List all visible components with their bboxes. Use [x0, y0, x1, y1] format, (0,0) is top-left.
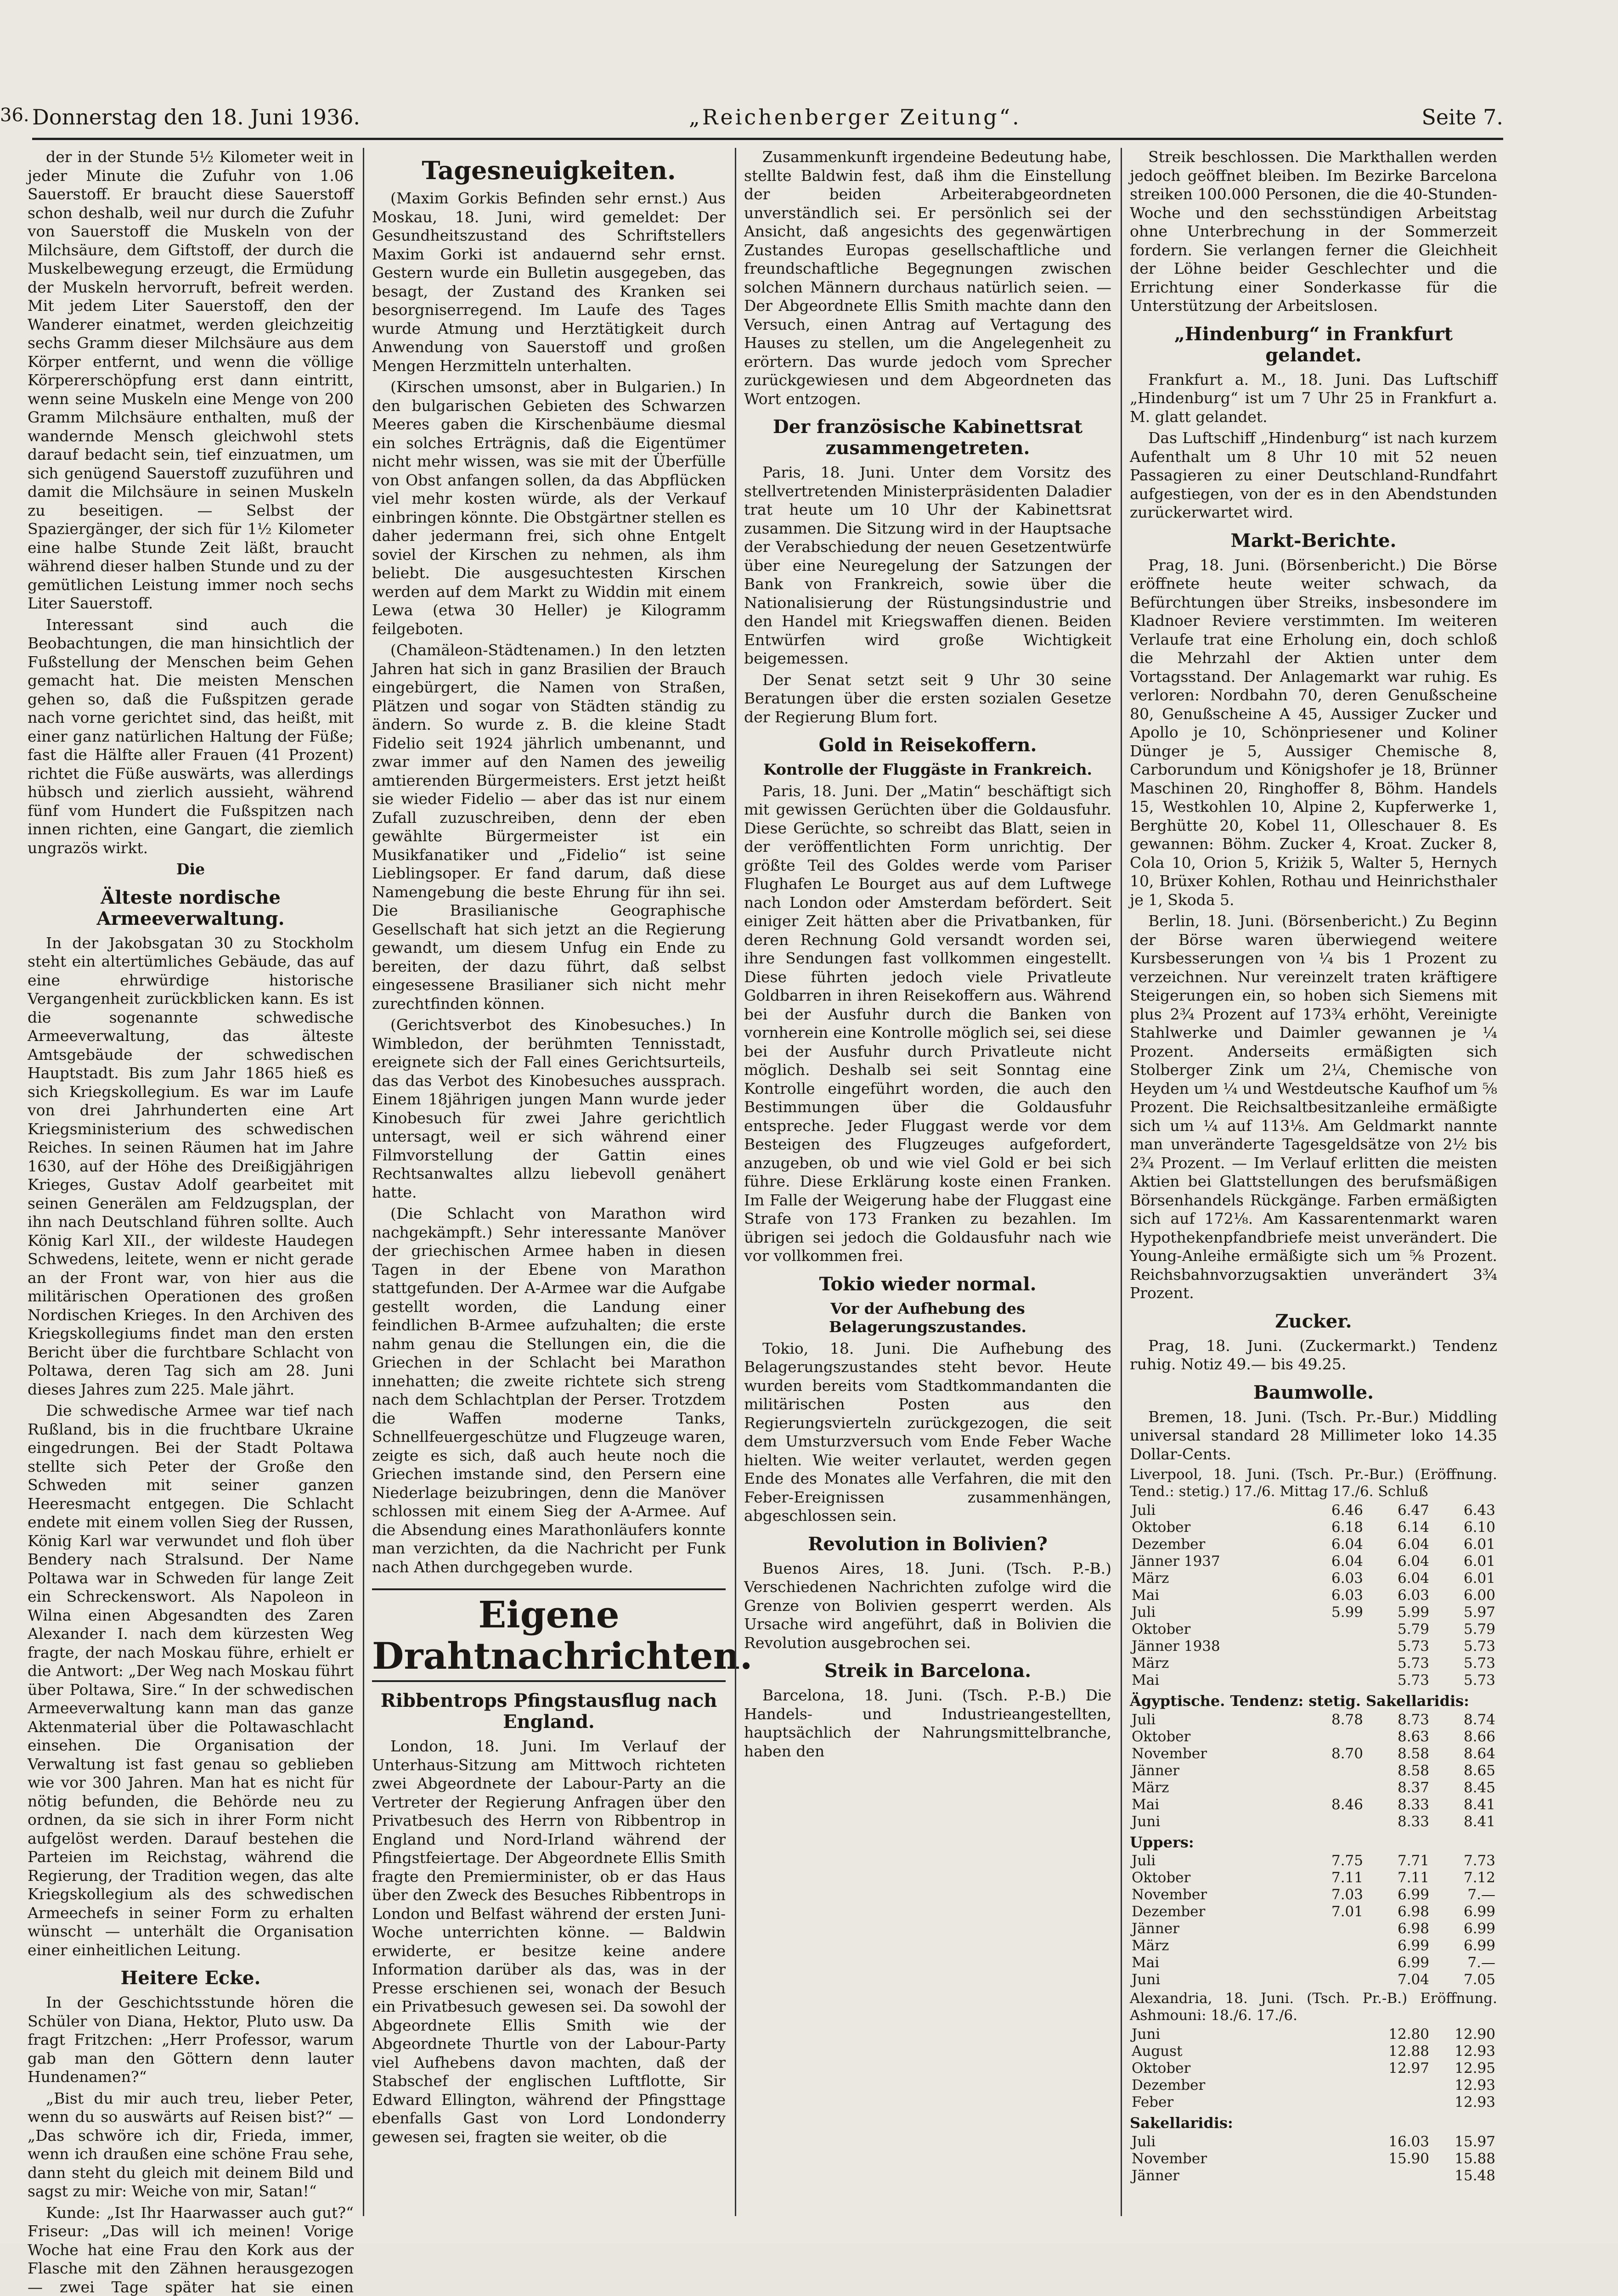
price-cell	[1365, 2077, 1431, 2094]
article-text: (Chamäleon-Städtenamen.) In den letzten Jahren hat sich in ganz Brasilien der Brauch eingebürgert, die Namen von Straßen, Plätzen und sogar von Städten ständig zu ändern. So wurde z. B. die kleine Stadt Fidelio seit 1924 jährlich umbenannt, und zwar immer auf den Namen des jeweilig amtierenden Bürgermeisters. Erst jetzt heißt sie wieder Fidelio — aber das ist nur einem Zufall zuzuschreiben, denn der eben gewählte Bürgermeister ist ein Musikfanatiker und „Fidelio“ ist seine Lieblingsoper. Er fand darum, daß diese Namengebung die beste Ehrung für ihn sei. Die Brasilianische Geographische Gesellschaft hat sich jetzt an die Regierung gewandt, um diesem Unfug ein Ende zu bereiten, der dazu führt, daß selbst eingesessene Brasilianer sich nicht mehr zurechtfinden können.	[372, 641, 726, 1013]
price-cell: 7.11	[1299, 1869, 1365, 1886]
price-cell: 6.99	[1365, 1954, 1431, 1971]
price-cell	[1299, 1638, 1365, 1655]
price-cell: 5.79	[1431, 1621, 1497, 1638]
headline-zucker: Zucker.	[1130, 1311, 1497, 1332]
price-cell: 5.73	[1365, 1655, 1431, 1672]
table-row	[1130, 2150, 1497, 2167]
previous-page-edge: 36.	[0, 105, 14, 126]
headline-drahtnachrichten: Eigene Drahtnachrichten.	[372, 1588, 726, 1682]
month-cell: Jänner	[1130, 1920, 1299, 1937]
price-cell: 6.01	[1431, 1553, 1497, 1570]
price-cell: 5.97	[1431, 1604, 1497, 1621]
price-cell: 6.00	[1431, 1587, 1497, 1604]
header-page-number: Seite 7.	[1421, 105, 1503, 129]
table-row	[1130, 1672, 1497, 1689]
price-cell: 12.93	[1431, 2094, 1497, 2111]
subheadline: Vor der Aufhebung des Belagerungszustandes.	[744, 1300, 1111, 1337]
month-cell: März	[1130, 1779, 1299, 1796]
table-row	[1130, 1728, 1497, 1745]
headline-hindenburg: „Hindenburg“ in Frankfurt gelandet.	[1130, 324, 1497, 366]
month-cell: Oktober	[1130, 1728, 1299, 1745]
price-cell: 6.99	[1431, 1937, 1497, 1954]
price-cell: 7.05	[1431, 1971, 1497, 1988]
article-text: Bremen, 18. Juni. (Tsch. Pr.-Bur.) Middling universal standard 28 Millimeter loko 14.35 Dollar-Cents.	[1130, 1408, 1497, 1464]
month-cell: Juli	[1130, 2133, 1365, 2150]
price-cell: 7.11	[1365, 1869, 1431, 1886]
column-2	[372, 148, 726, 2216]
headline-heitere-ecke: Heitere Ecke.	[28, 1968, 354, 1989]
table-row	[1130, 1762, 1497, 1779]
price-cell: 6.04	[1365, 1570, 1431, 1587]
price-cell	[1299, 1920, 1365, 1937]
month-cell: Oktober	[1130, 1519, 1299, 1536]
table-row	[1130, 1937, 1497, 1954]
month-cell: Mai	[1130, 1954, 1299, 1971]
price-cell: 8.65	[1431, 1762, 1497, 1779]
price-cell	[1299, 1621, 1365, 1638]
article-text: In der Geschichtsstunde hören die Schüler von Diana, Hektor, Pluto usw. Da fragt Fritzchen: „Herr Professor, warum gab man den Göttern denn lauter Hundenamen?“	[28, 1993, 354, 2087]
table-row	[1130, 1502, 1497, 1519]
price-cell: 8.74	[1431, 1711, 1497, 1728]
price-cell: 8.33	[1365, 1813, 1431, 1830]
month-cell: Juni	[1130, 2026, 1365, 2043]
month-cell: März	[1130, 1937, 1299, 1954]
table-row	[1130, 1745, 1497, 1762]
price-cell: 8.66	[1431, 1728, 1497, 1745]
table-row	[1130, 1796, 1497, 1813]
price-cell: 8.41	[1431, 1796, 1497, 1813]
price-cell: 12.80	[1365, 2026, 1431, 2043]
table-row	[1130, 2077, 1497, 2094]
month-cell: August	[1130, 2043, 1365, 2060]
month-cell: Jänner	[1130, 2167, 1365, 2184]
column-divider	[735, 148, 736, 2216]
month-cell: Juli	[1130, 1711, 1299, 1728]
column-divider	[1121, 148, 1122, 2216]
price-cell: 6.99	[1431, 1903, 1497, 1920]
headline-ribbentrop: Ribbentrops Pfingstausflug nach England.	[372, 1690, 726, 1733]
article-text: Zusammenkunft irgendeine Bedeutung habe, stellte Baldwin fest, daß ihm die Einstellung der beiden Arbeiterabgeordneten unverständlich sei. Er persönlich sei der Ansicht, daß angesichts des gegenwärtigen Zustandes Europas gesellschaftliche und freundschaftliche Begegnungen zwischen solchen Männern durchaus natürlich seien. — Der Abgeordnete Ellis Smith machte dann den Versuch, einen Antrag auf Vertagung des Hauses zu stellen, um die Angelegenheit zu erörtern. Das wurde jedoch vom Sprecher zurückgewiesen und dem Abgeordneten das Wort entzogen.	[744, 148, 1111, 408]
month-cell: Mai	[1130, 1672, 1299, 1689]
price-cell: 6.99	[1365, 1937, 1431, 1954]
price-cell: 5.73	[1365, 1638, 1431, 1655]
price-cell: 7.—	[1431, 1954, 1497, 1971]
table-row	[1130, 1903, 1497, 1920]
price-cell: 8.58	[1365, 1762, 1431, 1779]
price-cell: 6.04	[1299, 1553, 1365, 1570]
price-cell: 6.10	[1431, 1519, 1497, 1536]
column-3	[744, 148, 1111, 2216]
price-cell: 8.63	[1365, 1728, 1431, 1745]
egyptian-header: Ägyptische. Tendenz: stetig. Sakellaridis:	[1130, 1692, 1497, 1711]
price-cell: 7.71	[1365, 1852, 1431, 1869]
price-cell	[1299, 1779, 1365, 1796]
month-cell: Feber	[1130, 2094, 1365, 2111]
column-divider	[363, 148, 364, 2216]
price-cell: 7.75	[1299, 1852, 1365, 1869]
price-cell: 7.—	[1431, 1886, 1497, 1903]
table-row	[1130, 1886, 1497, 1903]
article-text: Paris, 18. Juni. Der „Matin“ beschäftigt sich mit gewissen Gerüchten über die Goldausfuhr. Diese Gerüchte, so schreibt das Blatt, seien in der veröffentlichten Form unrichtig. Der größte Teil des Goldes werde vom Pariser Flughafen Le Bourget aus auf dem Luftwege nach London oder Amsterdam befördert. Seit einiger Zeit hätten aber die Privatbanken, für deren Rechnung Gold versandt worden sei, ihre Sendungen fast vollkommen eingestellt. Diese führten jedoch viele Privatleute Goldbarren in ihren Reisekoffern aus. Während bei der Ausfuhr durch die Banken von vornherein eine Kontrolle möglich sei, sei diese bei der Ausfuhr durch Privatleute nicht möglich. Deshalb sei seit Sonntag eine Kontrolle eingeführt worden, die auch den Bestimmungen über die Goldausfuhr entspreche. Jeder Fluggast werde vor dem Besteigen des Flugzeuges aufgefordert, anzugeben, ob und wie viel Gold er bei sich führe. Diese Erklärung koste einen Franken. Im Falle der Weigerung habe der Fluggast eine Strafe von 173 Franken zu bezahlen. Im übrigen sei jedoch die Goldausfuhr nach wie vor vollkommen frei.	[744, 782, 1111, 1266]
price-cell: 8.73	[1365, 1711, 1431, 1728]
price-cell: 5.73	[1431, 1655, 1497, 1672]
price-cell: 5.79	[1365, 1621, 1431, 1638]
table-row	[1130, 1813, 1497, 1830]
article-text: Barcelona, 18. Juni. (Tsch. P.-B.) Die Handels- und Industrieangestellten, hauptsächlich der Nahrungsmittelbranche, haben den	[744, 1686, 1111, 1761]
headline-markt-berichte: Markt-Berichte.	[1130, 530, 1497, 551]
price-cell: 7.73	[1431, 1852, 1497, 1869]
month-cell: Dezember	[1130, 1536, 1299, 1553]
price-cell: 5.99	[1365, 1604, 1431, 1621]
article-text: Kunde: „Ist Ihr Haarwasser auch gut?“ Friseur: „Das will ich meinen! Vorige Woche hat eine Frau den Kork aus der Flasche mit den Zähnen herausgezogen — zwei Tage später hat sie einen	[28, 2204, 354, 2296]
header-date: Donnerstag den 18. Juni 1936.	[32, 105, 360, 129]
table-row	[1130, 1779, 1497, 1796]
price-cell: 6.01	[1431, 1570, 1497, 1587]
table-row	[1130, 1655, 1497, 1672]
headline-kabinettsrat: Der französische Kabinettsrat zusammengetreten.	[744, 416, 1111, 459]
month-cell: Juli	[1130, 1502, 1299, 1519]
price-cell: 5.73	[1365, 1672, 1431, 1689]
article-text: (Kirschen umsonst, aber in Bulgarien.) In den bulgarischen Gebieten des Schwarzen Meeres gaben die Kirschenbäume diesmal ein solches Erträgnis, daß die Eigentümer nicht mehr wissen, was sie mit der Überfülle von Obst anfangen sollen, da das Abpflücken viel mehr kosten würde, als der Verkauf einbringen könnte. Die Obstgärtner stellen es daher jedermann frei, sich ohne Entgelt soviel der Kirschen zu nehmen, als ihm beliebt. Die ausgesuchtesten Kirschen werden auf dem Markt zu Widdin mit einem Lewa (etwa 30 Heller) je Kilogramm feilgeboten.	[372, 378, 726, 638]
price-cell: 15.90	[1365, 2150, 1431, 2167]
price-cell: 6.14	[1365, 1519, 1431, 1536]
article-text: Buenos Aires, 18. Juni. (Tsch. P.-B.) Verschiedenen Nachrichten zufolge wird die Grenze von Bolivien gesperrt werden. Als Ursache wird angeführt, daß in Bolivien die Revolution ausgebrochen sei.	[744, 1559, 1111, 1653]
month-cell: November	[1130, 1886, 1299, 1903]
price-cell: 6.43	[1431, 1502, 1497, 1519]
table-row	[1130, 2026, 1497, 2043]
article-text: Tokio, 18. Juni. Die Aufhebung des Belagerungszustandes steht bevor. Heute wurden bereits vom Stadtkommandanten die militärischen Posten aus den Regierungsvierteln zurückgezogen, die seit dem Umsturzversuch vom Ende Feber Wache hielten. Wie weiter verlautet, werden gegen Ende des Monates alle Verfahren, die mit den Feber-Ereignissen zusammenhängen, abgeschlossen sein.	[744, 1339, 1111, 1525]
month-cell: Juli	[1130, 1604, 1299, 1621]
article-text: Streik beschlossen. Die Markthallen werden jedoch geöffnet bleiben. Im Bezirke Barcelona streiken 100.000 Personen, die die 40-Stunden-Woche und den sechsstündigen Arbeitstag ohne Unterbrechung in der Sommerzeit fordern. Sie verlangen ferner die Gleichheit der Löhne beider Geschlechter und die Errichtung einer Sonderkasse für die Unterstützung der Arbeitslosen.	[1130, 148, 1497, 315]
price-cell: 6.98	[1365, 1920, 1431, 1937]
price-cell: 12.93	[1431, 2043, 1497, 2060]
price-cell: 8.78	[1299, 1711, 1365, 1728]
price-cell: 6.03	[1299, 1587, 1365, 1604]
price-cell: 6.98	[1365, 1903, 1431, 1920]
article-text: (Maxim Gorkis Befinden sehr ernst.) Aus Moskau, 18. Juni, wird gemeldet: Der Gesundheitszustand des Schriftstellers Maxim Gorki ist andauernd sehr ernst. Gestern wurde ein Bulletin ausgegeben, das besagt, der Zustand des Kranken sei besorgniserregend. Im Laufe des Tages wurde Atmung und Herztätigkeit durch Anwendung von Sauerstoff und großen Mengen Herzmitteln unterhalten.	[372, 189, 726, 375]
article-text: Interessant sind auch die Beobachtungen, die man hinsichtlich der Fußstellung der Menschen beim Gehen gemacht hat. Die meisten Menschen gehen so, daß die Fußspitzen gerade nach vorne gerichtet sind, das heißt, mit einer ganz natürlichen Haltung der Füße; fast die Hälfte aller Frauen (41 Prozent) richtet die Füße auswärts, was allerdings hübsch und zierlich aussieht, während fünf vom Hundert die Fußspitzen nach innen richten, eine Gangart, die ziemlich ungrazös wirkt.	[28, 616, 354, 858]
price-cell: 8.33	[1365, 1796, 1431, 1813]
article-text: Frankfurt a. M., 18. Juni. Das Luftschiff „Hindenburg“ ist um 7 Uhr 25 in Frankfurt a. M. glatt gelandet.	[1130, 371, 1497, 427]
table-row	[1130, 2094, 1497, 2111]
price-cell	[1299, 1954, 1365, 1971]
price-cell: 6.47	[1365, 1502, 1431, 1519]
month-cell: März	[1130, 1570, 1299, 1587]
table-row	[1130, 2043, 1497, 2060]
uppers-header: Uppers:	[1130, 1833, 1497, 1852]
month-cell: März	[1130, 1655, 1299, 1672]
headline-tokio: Tokio wieder normal.	[744, 1274, 1111, 1295]
table-row	[1130, 1604, 1497, 1621]
article-text: Prag, 18. Juni. (Börsenbericht.) Die Börse eröffnete heute weiter schwach, da Befürchtungen über Streiks, insbesondere im Kladnoer Reviere verstimmten. Im weiteren Verlaufe trat eine Erholung ein, doch schloß die Mehrzahl der Aktien unter dem Vortagsstand. Der Anlagemarkt war ruhig. Es verloren: Nordbahn 70, deren Genußscheine 80, Genußscheine A 45, Aussiger Zucker und Apollo je 10, Schönpriesener und Koliner Dünger je 5, Aussiger Chemische 8, Carborundum und Königshofer je 18, Brünner Maschinen 20, Ringhoffer 8, Böhm. Handels 15, Westkohlen 10, Alpine 2, Kupferwerke 1, Berghütte 20, Kobel 11, Olleschauer 8. Es gewannen: Böhm. Zucker 4, Kroat. Zucker 8, Cola 10, Orion 5, Kriżik 5, Walter 5, Hernych 10, Brüxer Kohlen, Rothau und Heinrichsthaler je 1, Skoda 5.	[1130, 556, 1497, 910]
article-text: Berlin, 18. Juni. (Börsenbericht.) Zu Beginn der Börse waren überwiegend weitere Kursbesserungen von ¼ bis 1 Prozent zu verzeichnen. Nur vereinzelt traten kräftigere Steigerungen ein, so hoben sich Siemens mit plus 2¾ Prozent auf 173¾ erhöht, Vereinigte Stahlwerke und Daimler gewannen je ¼ Prozent. Anderseits ermäßigten sich Stolberger Zink um 2¼, Chemische von Heyden um ¼ und Westdeutsche Kaufhof um ⅝ Prozent. Die Reichsaltbesitzanleihe ermäßigte sich um ¼ auf 113⅛. Am Geldmarkt nannte man unveränderte Tagesgeldsätze von 2½ bis 2¾ Prozent. — Im Verlauf erlitten die meisten Aktien bei Glattstellungen des berufsmäßigen Börsenhandels Rückgänge. Farben ermäßigten sich auf 172⅛. Am Kassarentenmarkt waren Hypothekenpfandbriefe meist unverändert. Die Young-Anleihe ermäßigte sich um ⅝ Prozent. Reichsbahnvorzugsaktien unverändert 3¾ Prozent.	[1130, 912, 1497, 1303]
article-text: London, 18. Juni. Im Verlauf der Unterhaus-Sitzung am Mittwoch richteten zwei Abgeordnete der Labour-Party an die Vertreter der Regierung Anfragen über den Privatbesuch des Herrn von Ribbentrop in England und Nord-Irland während der Pfingstfeiertage. Der Abgeordnete Ellis Smith fragte den Premierminister, ob er das Haus über den Zweck des Besuches Ribbentrops in London und Belfast während der ersten Juni-Woche unterrichten könne. — Baldwin erwiderte, er besitze keine andere Information darüber als das, was in der Presse erschienen sei, wonach der Besuch ein Privatbesuch gewesen sei. Da sowohl der Abgeordnete Ellis Smith wie der Abgeordnete Thurtle von der Labour-Party viel Aufhebens davon machten, daß der Stabschef der englischen Luftflotte, Sir Edward Ellington, während der Pfingsttage ebenfalls Gast von Lord Londonderry gewesen sei, fragten sie weiter, ob die	[372, 1737, 726, 2146]
price-cell: 8.58	[1365, 1745, 1431, 1762]
month-cell: Oktober	[1130, 2060, 1365, 2077]
price-cell: 5.73	[1431, 1672, 1497, 1689]
price-cell: 8.45	[1431, 1779, 1497, 1796]
price-cell: 15.88	[1431, 2150, 1497, 2167]
price-cell: 12.88	[1365, 2043, 1431, 2060]
table-row	[1130, 1954, 1497, 1971]
sakellaridis-table	[1130, 2133, 1497, 2184]
price-cell: 6.04	[1365, 1553, 1431, 1570]
price-cell: 6.04	[1365, 1536, 1431, 1553]
price-cell: 15.48	[1431, 2167, 1497, 2184]
article-text: Prag, 18. Juni. (Zuckermarkt.) Tendenz ruhig. Notiz 49.— bis 49.25.	[1130, 1337, 1497, 1374]
month-cell: Dezember	[1130, 1903, 1299, 1920]
liverpool-header: Liverpool, 18. Juni. (Tsch. Pr.-Bur.) (Eröffnung. Tend.: stetig.) 17./6. Mittag 17./6. Schluß	[1130, 1466, 1497, 1500]
month-cell: November	[1130, 1745, 1299, 1762]
headline-prefix: Die	[28, 860, 354, 879]
month-cell: Mai	[1130, 1796, 1299, 1813]
month-cell: Juli	[1130, 1852, 1299, 1869]
price-cell: 6.04	[1299, 1536, 1365, 1553]
headline-armeeverwaltung: Älteste nordische Armeeverwaltung.	[28, 887, 354, 929]
headline-bolivien: Revolution in Bolivien?	[744, 1534, 1111, 1555]
column-1	[28, 148, 354, 2216]
price-cell: 15.97	[1431, 2133, 1497, 2150]
price-cell: 7.03	[1299, 1886, 1365, 1903]
month-cell: Oktober	[1130, 1621, 1299, 1638]
price-cell	[1299, 1728, 1365, 1745]
month-cell: Dezember	[1130, 2077, 1365, 2094]
table-row	[1130, 1869, 1497, 1886]
headline-gold: Gold in Reisekoffern.	[744, 735, 1111, 756]
month-cell: November	[1130, 2150, 1365, 2167]
price-cell: 6.01	[1431, 1536, 1497, 1553]
price-cell: 6.99	[1431, 1920, 1497, 1937]
article-text: In der Jakobsgatan 30 zu Stockholm steht ein altertümliches Gebäude, das auf eine ehrwürdige historische Vergangenheit zurückblicken kann. Es ist die sogenannte schwedische Armeeverwaltung, das älteste Amtsgebäude der schwedischen Hauptstadt. Bis zum Jahr 1865 hieß es sich Kriegskollegium. Es war im Laufe von drei Jahrhunderten eine Art Kriegsministerium des schwedischen Reiches. In seinen Räumen hat im Jahre 1630, auf der Höhe des Dreißigjährigen Krieges, Gustav Adolf gearbeitet mit seinen Generälen am Feldzugsplan, der ihn nach Deutschland führen sollte. Auch König Karl XII., der wildeste Haudegen Schwedens, leitete, wenn er nicht gerade an der Front war, von hier aus die militärischen Operationen des großen Nordischen Krieges. In den Archiven des Kriegskollegiums findet man den ersten Bericht über die furchtbare Schlacht von Poltawa, deren Tag sich am 28. Juni dieses Jahres zum 225. Male jährt.	[28, 934, 354, 1399]
headline-barcelona: Streik in Barcelona.	[744, 1660, 1111, 1682]
price-cell: 16.03	[1365, 2133, 1431, 2150]
price-cell: 6.18	[1299, 1519, 1365, 1536]
month-cell: Jänner 1937	[1130, 1553, 1299, 1570]
price-cell: 8.37	[1365, 1779, 1431, 1796]
table-row	[1130, 1852, 1497, 1869]
table-row	[1130, 2060, 1497, 2077]
header-rule	[32, 138, 1503, 140]
uppers-table	[1130, 1852, 1497, 1988]
article-text: (Die Schlacht von Marathon wird nachgekämpft.) Sehr interessante Manöver der griechischen Armee haben in diesen Tagen in der Ebene von Marathon stattgefunden. Der A-Armee war die Aufgabe gestellt worden, die Landung einer feindlichen B-Armee aufzuhalten; die erste nahm genau die Stellungen ein, die die Griechen in der Schlacht bei Marathon innehatten; die zweite richtete sich streng nach dem Schlachtplan der Perser. Trotzdem die Waffen moderne Tanks, Schnellfeuergeschütze und Flugzeuge waren, zeigte es sich, daß auch heute noch die Griechen imstande sind, den Persern eine Niederlage beizubringen, denn die Manöver schlossen mit einem Sieg der A-Armee. Auf die Absendung eines Marathonläufers konnte man verzichten, da die Nachricht per Funk nach Athen durchgegeben wurde.	[372, 1204, 726, 1576]
price-cell	[1299, 1655, 1365, 1672]
table-row	[1130, 1519, 1497, 1536]
month-cell: Mai	[1130, 1587, 1299, 1604]
price-cell: 6.03	[1365, 1587, 1431, 1604]
egyptian-table	[1130, 1711, 1497, 1830]
liverpool-table	[1130, 1502, 1497, 1689]
table-row	[1130, 1570, 1497, 1587]
price-cell: 8.41	[1431, 1813, 1497, 1830]
price-cell	[1365, 2167, 1431, 2184]
page-header	[32, 105, 1503, 132]
table-row	[1130, 1587, 1497, 1604]
table-row	[1130, 1920, 1497, 1937]
price-cell	[1365, 2094, 1431, 2111]
price-cell	[1299, 1971, 1365, 1988]
article-text: Die schwedische Armee war tief nach Rußland, bis in die fruchtbare Ukraine eingedrungen. Bei der Stadt Poltawa stellte sich Peter der Große den Schweden mit seiner ganzen Heeresmacht entgegen. Die Schlacht endete mit einem vollen Sieg der Russen, König Karl war verwundet und floh über Bendery nach Stralsund. Der Name Poltawa war in Schweden für lange Zeit ein Schreckenswort. Als Napoleon in Wilna einen Abgesandten des Zaren Alexander I. nach dem kürzesten Weg fragte, der nach Moskau führe, erhielt er die Antwort: „Der Weg nach Moskau führt über Poltawa, Sire.“ In der schwedischen Armeeverwaltung kann man das ganze Aktenmaterial über die Poltawaschlacht einsehen. Die Organisation der Verwaltung ist fast genau so geblieben wie vor 300 Jahren. Man hat es nicht für nötig befunden, die Behörde neu zu ordnen, da sie sich in ihrer Form nicht aufgelöst werden. Darauf bestehen die Parteien im Reichstag, während die Regierung, der Tradition wegen, das alte Kriegskollegium als des schwedischen Armeechefs in seiner Form zu erhalten wünscht — unterhält die Organisation einer einheitlichen Leitung.	[28, 1401, 354, 1959]
month-cell: Juni	[1130, 1971, 1299, 1988]
price-cell: 8.64	[1431, 1745, 1497, 1762]
table-row	[1130, 1621, 1497, 1638]
price-cell: 6.03	[1299, 1570, 1365, 1587]
price-cell: 12.90	[1431, 2026, 1497, 2043]
table-row	[1130, 1971, 1497, 1988]
table-row	[1130, 2167, 1497, 2184]
article-text: Das Luftschiff „Hindenburg“ ist nach kurzem Aufenthalt um 8 Uhr 10 mit 52 neuen Passagieren zu einer Deutschland-Rundfahrt aufgestiegen, von der es in den Abendstunden zurückerwartet wird.	[1130, 429, 1497, 522]
price-cell: 5.73	[1431, 1638, 1497, 1655]
price-cell: 7.04	[1365, 1971, 1431, 1988]
month-cell: Jänner 1938	[1130, 1638, 1299, 1655]
month-cell: Oktober	[1130, 1869, 1299, 1886]
price-cell	[1299, 1813, 1365, 1830]
alexandria-header: Alexandria, 18. Juni. (Tsch. Pr.-B.) Eröffnung. Ashmouni: 18./6. 17./6.	[1130, 1990, 1497, 2024]
price-cell	[1299, 1762, 1365, 1779]
price-cell: 12.95	[1431, 2060, 1497, 2077]
sakellaridis-header: Sakellaridis:	[1130, 2114, 1497, 2133]
article-text: Paris, 18. Juni. Unter dem Vorsitz des stellvertretenden Ministerpräsidenten Daladier trat heute um 10 Uhr der Kabinettsrat zusammen. Die Sitzung wird in der Hauptsache der Verabschiedung der neuen Gesetzentwürfe über eine Neuregelung der Satzungen der Bank von Frankreich, sowie über die Nationalisierung der Rüstungsindustrie und den Handel mit Kriegswaffen dienen. Beiden Entwürfen wird große Wichtigkeit beigemessen.	[744, 463, 1111, 668]
price-cell: 12.97	[1365, 2060, 1431, 2077]
price-cell: 6.99	[1365, 1886, 1431, 1903]
month-cell: Jänner	[1130, 1762, 1299, 1779]
article-text: „Bist du mir auch treu, lieber Peter, wenn du so auswärts auf Reisen bist?“ — „Das schwöre ich dir, Frieda, immer, wenn ich draußen eine schöne Frau sehe, dann steht du gleich mit deinem Bild und sagst zu mir: Weiche von mir, Satan!“	[28, 2089, 354, 2201]
month-cell: Juni	[1130, 1813, 1299, 1830]
table-row	[1130, 1553, 1497, 1570]
headline-baumwolle: Baumwolle.	[1130, 1382, 1497, 1403]
alexandria-table	[1130, 2026, 1497, 2111]
article-text: der in der Stunde 5½ Kilometer weit in jeder Minute die Zufuhr von 1.06 Sauerstoff. Er braucht diese Sauerstoff schon deshalb, weil nur durch die Zufuhr von Sauerstoff die Muskeln von der Milchsäure, dem Giftstoff, der durch die Muskelbewegung erzeugt, die Ermüdung der Muskeln hervorruft, befreit werden. Mit jedem Liter Sauerstoff, den der Wanderer einatmet, werden gleichzeitig sechs Gramm dieser Milchsäure aus dem Körper entfernt, und wenn die völlige Körpererschöpfung erst dann eintritt, wenn seine Muskeln eine Menge von 200 Gramm Milchsäure enthalten, muß der wandernde Mensch gleichwohl stets darauf bedacht sein, tief einzuatmen, um sich genügend Sauerstoff zuzuführen und damit die Milchsäure in seinen Muskeln zu beseitigen. — Selbst der Spaziergänger, der sich für 1½ Kilometer eine halbe Stunde Zeit läßt, braucht während dieser halben Stunde und zu der gemütlichen Leistung immer noch sechs Liter Sauerstoff.	[28, 148, 354, 613]
price-cell: 8.70	[1299, 1745, 1365, 1762]
price-cell: 8.46	[1299, 1796, 1365, 1813]
price-cell: 5.99	[1299, 1604, 1365, 1621]
header-masthead: „Reichenberger Zeitung“.	[689, 105, 1021, 129]
article-text: (Gerichtsverbot des Kinobesuches.) In Wimbledon, der berühmten Tennisstadt, ereignete sich der Fall eines Gerichtsurteils, das das Verbot des Kinobesuches aussprach. Einem 18jährigen jungen Mann wurde jeder Kinobesuch für zwei Jahre gerichtlich untersagt, weil er sich während einer Filmvorstellung der Gattin eines Rechtsanwaltes allzu liebevoll genähert hatte.	[372, 1016, 726, 1202]
price-cell: 6.46	[1299, 1502, 1365, 1519]
price-cell	[1299, 1672, 1365, 1689]
table-row	[1130, 1711, 1497, 1728]
column-4	[1130, 148, 1497, 2216]
subheadline: Kontrolle der Fluggäste in Frankreich.	[744, 760, 1111, 779]
table-row	[1130, 1536, 1497, 1553]
price-cell	[1299, 1937, 1365, 1954]
price-cell: 12.93	[1431, 2077, 1497, 2094]
price-cell: 7.01	[1299, 1903, 1365, 1920]
price-cell: 7.12	[1431, 1869, 1497, 1886]
article-text: Der Senat setzt seit 9 Uhr 30 seine Beratungen über die ersten sozialen Gesetze der Regierung Blum fort.	[744, 671, 1111, 727]
table-row	[1130, 2133, 1497, 2150]
table-row	[1130, 1638, 1497, 1655]
headline-tagesneuigkeiten: Tagesneuigkeiten.	[372, 157, 726, 184]
